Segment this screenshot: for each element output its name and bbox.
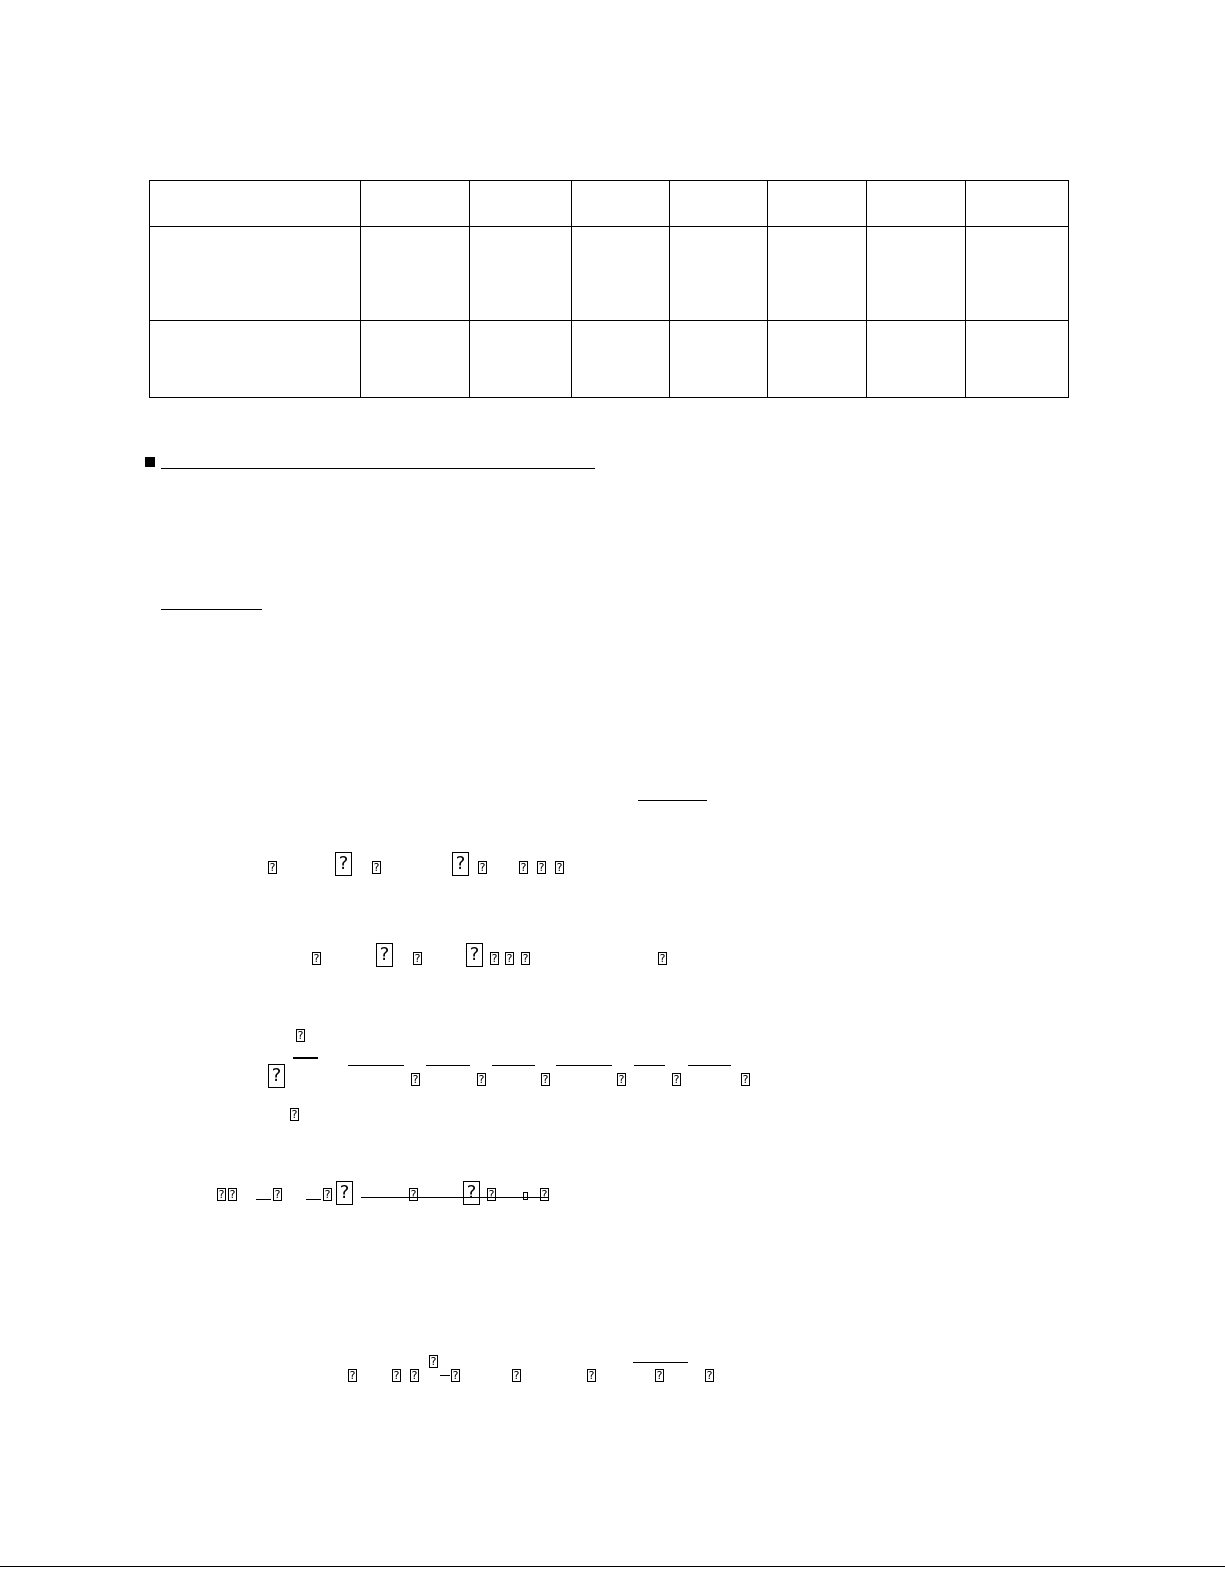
- table-cell: [572, 181, 670, 227]
- formula-line: [256, 1199, 271, 1200]
- missing-glyph: ?: [659, 952, 666, 965]
- missing-glyph-box: [487, 1188, 496, 1201]
- table-cell: [966, 181, 1069, 227]
- fraction-bar: [633, 1362, 688, 1363]
- missing-glyph: ?: [455, 853, 466, 874]
- missing-glyph-box: [519, 861, 528, 874]
- table-cell: [966, 321, 1069, 398]
- table-row: [150, 227, 1069, 321]
- missing-glyph-box: [705, 1369, 714, 1382]
- missing-glyph: ?: [313, 952, 320, 965]
- missing-glyph: ?: [338, 853, 349, 874]
- table-cell: [361, 227, 470, 321]
- table-cell: [867, 227, 966, 321]
- missing-glyph: ?: [291, 1108, 298, 1121]
- missing-glyph: ?: [506, 952, 513, 965]
- missing-glyph-box: [555, 861, 564, 874]
- missing-glyph: ?: [479, 861, 486, 874]
- table-cell: [470, 181, 572, 227]
- missing-glyph: ?: [588, 1369, 595, 1382]
- fraction-bar: [634, 1065, 665, 1066]
- fraction-bar: [688, 1065, 731, 1066]
- missing-glyph: ?: [520, 861, 527, 874]
- missing-glyph-box: [348, 1369, 357, 1382]
- missing-glyph-box: [741, 1073, 750, 1086]
- table-cell: [768, 227, 867, 321]
- table-cell: [150, 181, 361, 227]
- fraction-bar: [348, 1065, 404, 1066]
- table-cell: [572, 321, 670, 398]
- missing-glyph: ?: [339, 1182, 350, 1203]
- table-cell: [150, 227, 361, 321]
- missing-glyph: ?: [410, 1188, 417, 1201]
- missing-glyph-box: [429, 1355, 438, 1368]
- table-cell: [670, 227, 768, 321]
- missing-glyph-box: [490, 952, 499, 965]
- missing-glyph: ?: [349, 1369, 356, 1382]
- table-cell: [572, 227, 670, 321]
- missing-glyph-box: [411, 1073, 420, 1086]
- missing-glyph: ?: [324, 1188, 331, 1201]
- missing-glyph-box: [587, 1369, 596, 1382]
- missing-glyph-box: [335, 852, 352, 876]
- missing-glyph-box: [655, 1369, 664, 1382]
- table-row: [150, 181, 1069, 227]
- table-cell: [966, 227, 1069, 321]
- missing-glyph-box: [466, 943, 483, 967]
- table-cell: [150, 321, 361, 398]
- missing-glyph-box: [451, 1369, 460, 1382]
- missing-glyph: ?: [522, 952, 529, 965]
- missing-glyph: ?: [414, 952, 421, 965]
- missing-glyph: ?: [430, 1355, 437, 1368]
- formula-line: [361, 1197, 549, 1198]
- table-cell: [470, 321, 572, 398]
- missing-glyph-box: [537, 861, 546, 874]
- missing-glyph: ?: [742, 1073, 749, 1086]
- missing-glyph: ?: [412, 1073, 419, 1086]
- missing-glyph-box: [658, 952, 667, 965]
- table-cell: [470, 227, 572, 321]
- missing-glyph-box: [505, 952, 514, 965]
- section-heading-underline: [161, 468, 595, 469]
- missing-glyph-box: [392, 1369, 401, 1382]
- missing-glyph: ?: [478, 1073, 485, 1086]
- missing-glyph-box: [617, 1073, 626, 1086]
- table-row: [150, 321, 1069, 398]
- formula-line: [306, 1199, 321, 1200]
- missing-glyph: ?: [513, 1369, 520, 1382]
- missing-glyph: ?: [271, 1065, 282, 1086]
- table-cell: [867, 321, 966, 398]
- missing-glyph: ?: [466, 1182, 477, 1203]
- missing-glyph: ?: [556, 861, 563, 874]
- fraction-bar: [556, 1065, 612, 1066]
- missing-glyph: ?: [297, 1029, 304, 1042]
- missing-glyph-box: [540, 1188, 549, 1201]
- table-cell: [361, 181, 470, 227]
- missing-glyph-box: [413, 952, 422, 965]
- missing-glyph: ?: [452, 1369, 459, 1382]
- missing-glyph-box: [541, 1073, 550, 1086]
- missing-glyph-box: [409, 1188, 418, 1201]
- missing-glyph: ?: [373, 861, 380, 874]
- missing-glyph-box: [228, 1188, 237, 1201]
- missing-glyph: ?: [618, 1073, 625, 1086]
- table-cell: [670, 321, 768, 398]
- missing-glyph: ?: [656, 1369, 663, 1382]
- missing-glyph-box: [523, 1192, 528, 1200]
- missing-glyph-box: [410, 1369, 419, 1382]
- missing-glyph-box: [512, 1369, 521, 1382]
- missing-glyph: ?: [541, 1188, 548, 1201]
- missing-glyph-box: [463, 1181, 480, 1205]
- missing-glyph-box: [268, 861, 277, 874]
- table-cell: [670, 181, 768, 227]
- missing-glyph: ?: [673, 1073, 680, 1086]
- missing-glyph: ?: [274, 1188, 281, 1201]
- formula-line: [440, 1375, 450, 1376]
- missing-glyph-box: [273, 1188, 282, 1201]
- data-table: [149, 180, 1069, 398]
- table-cell: [768, 181, 867, 227]
- fraction-bar: [426, 1065, 470, 1066]
- missing-glyph: ?: [229, 1188, 236, 1201]
- missing-glyph-box: [478, 861, 487, 874]
- missing-glyph-box: [477, 1073, 486, 1086]
- missing-glyph-box: [217, 1188, 226, 1201]
- short-underline: [161, 609, 262, 610]
- table-cell: [867, 181, 966, 227]
- missing-glyph: ?: [218, 1188, 225, 1201]
- missing-glyph: ?: [269, 861, 276, 874]
- missing-glyph: ?: [469, 944, 480, 965]
- missing-glyph-box: [672, 1073, 681, 1086]
- missing-glyph-box: [290, 1108, 299, 1121]
- missing-glyph: ?: [491, 952, 498, 965]
- missing-glyph-box: [312, 952, 321, 965]
- section-bullet-icon: [145, 457, 155, 467]
- page-footer-rule: [0, 1566, 1225, 1567]
- missing-glyph: ?: [488, 1188, 495, 1201]
- missing-glyph-box: [296, 1029, 305, 1042]
- blank-underline: [638, 800, 707, 801]
- fraction-bar: [293, 1057, 318, 1059]
- missing-glyph: ?: [538, 861, 545, 874]
- missing-glyph: ?: [542, 1073, 549, 1086]
- missing-glyph-box: [372, 861, 381, 874]
- missing-glyph-box: [452, 852, 469, 876]
- missing-glyph-box: [376, 943, 393, 967]
- missing-glyph: ?: [706, 1369, 713, 1382]
- missing-glyph-box: [323, 1188, 332, 1201]
- missing-glyph-box: [336, 1181, 353, 1205]
- fraction-bar: [492, 1065, 535, 1066]
- missing-glyph-box: [268, 1064, 285, 1088]
- missing-glyph-box: [521, 952, 530, 965]
- missing-glyph: ?: [411, 1369, 418, 1382]
- missing-glyph: ?: [393, 1369, 400, 1382]
- table-cell: [768, 321, 867, 398]
- table-cell: [361, 321, 470, 398]
- missing-glyph: ?: [379, 944, 390, 965]
